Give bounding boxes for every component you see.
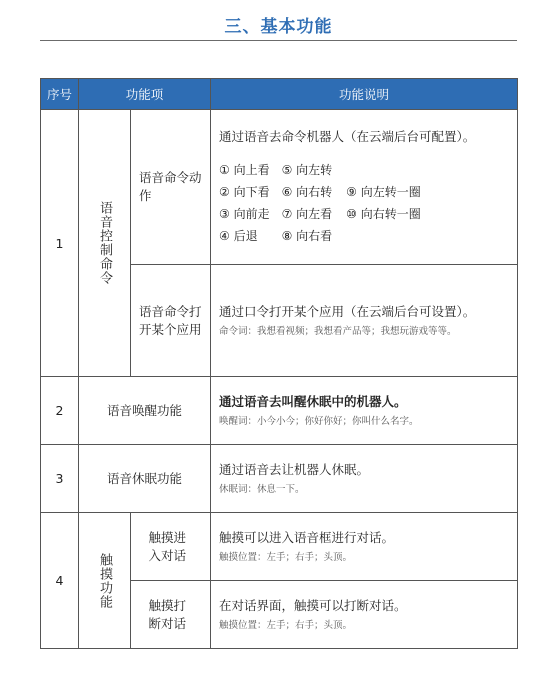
description-main: 通过口令打开某个应用（在云端后台可设置）。 bbox=[219, 303, 476, 319]
sub-item-cell bbox=[79, 445, 211, 513]
table-row bbox=[41, 377, 518, 445]
category-label: 语音控制命令 bbox=[97, 201, 112, 285]
description-main: 触摸可以进入语音框进行对话。 bbox=[219, 529, 395, 545]
sub-item-cell bbox=[131, 110, 211, 265]
command-item: ⑩ 向右转一圈 bbox=[346, 207, 421, 221]
description-main: 通过语音去叫醒休眠中的机器人。 bbox=[219, 393, 407, 409]
command-item: ⑥ 向右转 bbox=[281, 185, 333, 199]
description-cell bbox=[211, 110, 518, 265]
description-cell bbox=[211, 265, 518, 377]
table-row bbox=[41, 445, 518, 513]
description-main: 通过语音去命令机器人（在云端后台可配置）。 bbox=[219, 129, 476, 144]
command-column bbox=[282, 160, 333, 246]
row-number: 4 bbox=[41, 513, 79, 649]
sub-item-label: 语音命令动作 bbox=[139, 170, 202, 203]
description-note: 命令词：我想看视频；我想看产品等；我想玩游戏等等。 bbox=[219, 325, 457, 337]
sub-item-label: 语音命令打开某个应用 bbox=[139, 303, 202, 337]
command-column bbox=[219, 160, 270, 246]
table-header-row bbox=[41, 79, 518, 110]
row-number: 1 bbox=[41, 110, 79, 377]
description-main: 通过语音去让机器人休眠。 bbox=[219, 461, 370, 477]
command-item: ⑦ 向左看 bbox=[281, 207, 333, 221]
command-item: ③ 向前走 bbox=[219, 207, 270, 221]
category-cell bbox=[79, 513, 131, 649]
command-item: ⑧ 向右看 bbox=[281, 229, 333, 243]
sub-item-cell bbox=[131, 513, 211, 581]
feature-table bbox=[40, 78, 518, 649]
description-cell bbox=[211, 513, 518, 581]
description-main: 在对话界面，触摸可以打断对话。 bbox=[219, 597, 407, 613]
sub-item-cell bbox=[131, 265, 211, 377]
description-cell bbox=[211, 445, 518, 513]
row-number: 2 bbox=[41, 377, 79, 445]
title-divider bbox=[40, 40, 517, 41]
category-cell bbox=[79, 110, 131, 377]
description-note: 触摸位置：左手；右手；头顶。 bbox=[219, 619, 353, 631]
description-note: 休眠词：休息一下。 bbox=[219, 483, 305, 495]
category-label: 触摸功能 bbox=[97, 552, 112, 609]
command-item: ① 向上看 bbox=[219, 163, 270, 177]
header-desc: 功能说明 bbox=[211, 79, 518, 110]
header-no: 序号 bbox=[41, 79, 79, 110]
sub-item-label: 触摸进入对话 bbox=[148, 529, 187, 563]
description-cell bbox=[211, 377, 518, 445]
command-item: ② 向下看 bbox=[219, 185, 270, 199]
sub-item-label: 语音休眠功能 bbox=[107, 470, 183, 486]
table-row bbox=[41, 110, 518, 265]
command-item: ⑤ 向左转 bbox=[281, 163, 333, 177]
command-item: ④ 后退 bbox=[219, 229, 258, 243]
sub-item-cell bbox=[131, 581, 211, 649]
sub-item-label: 语音唤醒功能 bbox=[107, 402, 183, 418]
command-list bbox=[219, 160, 509, 246]
sub-item-cell bbox=[79, 377, 211, 445]
command-column bbox=[346, 160, 421, 246]
table-row bbox=[41, 513, 518, 581]
description-cell bbox=[211, 581, 518, 649]
description-note: 触摸位置：左手；右手；头顶。 bbox=[219, 551, 353, 563]
header-item: 功能项 bbox=[79, 79, 211, 110]
command-item: ⑨ 向左转一圈 bbox=[346, 185, 421, 199]
section-title: 三、基本功能 bbox=[224, 17, 333, 37]
description-note: 唤醒词：小今小今；你好你好；你叫什么名字。 bbox=[219, 415, 419, 427]
row-number: 3 bbox=[41, 445, 79, 513]
sub-item-label: 触摸打断对话 bbox=[148, 597, 187, 631]
